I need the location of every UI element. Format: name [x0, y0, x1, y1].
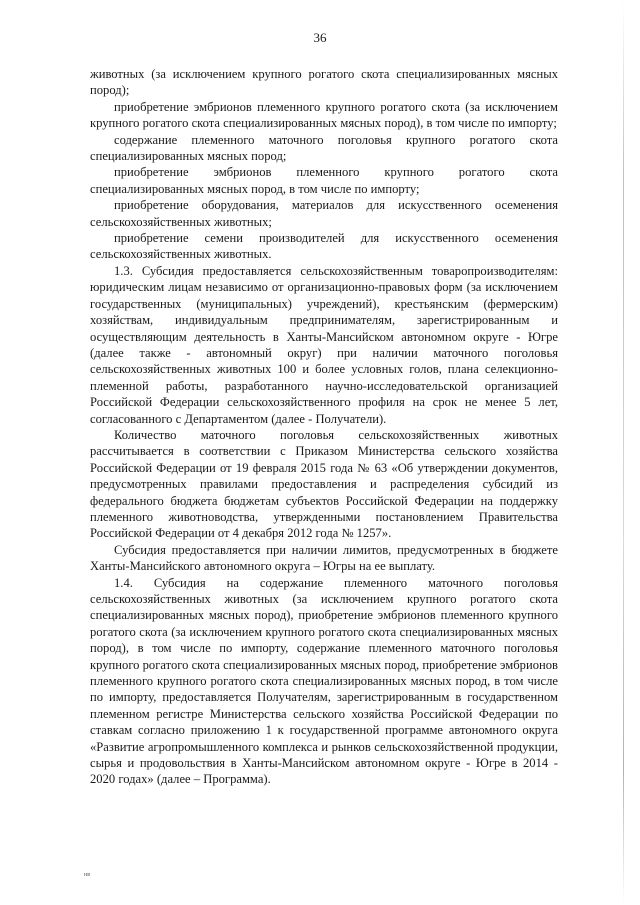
document-body — [90, 66, 558, 788]
paragraph: приобретение семени производителей для искусственного осеменения сельскохозяйственных животных. — [90, 231, 558, 262]
footer-mark: нв — [84, 872, 91, 878]
paragraph: содержание племенного маточного поголовья крупного рогатого скота специализированных мясных пород; — [90, 132, 558, 164]
paragraph: Количество маточного поголовья сельскохозяйственных животных рассчитывается в соответствии с Приказом Министерства сельского хозяйства Российской Федерации от 19 февраля 2015 года № 63 «Об утверждении документов, предусмотренных правилами предоставления и распределения субсидий из федерального бюджета бюджетам субъектов Российской Федерации на поддержку племенного животноводства, утвержденными постановлением Правительства Российской Федерации от 4 декабря 2012 года № 1257». — [90, 427, 558, 541]
section-1-4-paragraph: 1.4. Субсидия на содержание племенного маточного поголовья сельскохозяйственных животных (за исключением крупного рогатого скота специализированных мясных пород), приобретение эмбрионов племенного крупного рогатого скота (за исключением крупного рогатого скота специализированных мясных пород), в том числе по импорту, содержание племенного маточного поголовья крупного рогатого скота специализированных мясных пород, приобретение эмбрионов племенного крупного рогатого скота специализированных мясных пород, в том числе по импорту, предоставляется Получателям, зарегистрированным в государственном племенном регистре Министерства сельского хозяйства Российской Федерации по ставкам согласно приложению 1 к государственной программе автономного округа «Развитие агропромышленного комплекса и рынков сельскохозяйственной продукции, сырья и продовольствия в Ханты-Мансийском автономном округе - Югре в 2014 - 2020 годах» (далее – Программа). — [90, 575, 558, 787]
paragraph: приобретение эмбрионов племенного крупного рогатого скота специализированных мясных пород, в том числе по импорту; — [90, 165, 558, 196]
scan-edge-line — [623, 0, 624, 905]
paragraph: приобретение оборудования, материалов для искусственного осеменения сельскохозяйственных животных; — [90, 198, 558, 229]
paragraph: животных (за исключением крупного рогатого скота специализированных мясных пород); — [90, 67, 558, 98]
page-number: 36 — [313, 30, 327, 45]
section-1-3-paragraph: 1.3. Субсидия предоставляется сельскохозяйственным товаропроизводителям: юридическим лицам независимо от организационно-правовых форм (за исключением государственных (муниципальных) учреждений), крестьянским (фермерским) хозяйствам, индивидуальным предпринимателям, зарегистрированным и осуществляющим деятельность в Ханты-Мансийском автономном округе - Югре (далее также - автономный округ) при наличии маточного поголовья сельскохозяйственных животных 100 и более условных голов, плана селекционно-племенной работы, разработанного научно-исследовательской организацией Российской Федерации сельскохозяйственного профиля на срок не менее 5 лет, согласованного с Департаментом (далее - Получатели). — [90, 263, 558, 426]
paragraph: Субсидия предоставляется при наличии лимитов, предусмотренных в бюджете Ханты-Мансийского автономного округа – Югры на ее выплату. — [90, 542, 558, 574]
paragraph: приобретение эмбрионов племенного крупного рогатого скота (за исключением крупного рогатого скота специализированных мясных пород), в том числе по импорту; — [90, 99, 558, 131]
